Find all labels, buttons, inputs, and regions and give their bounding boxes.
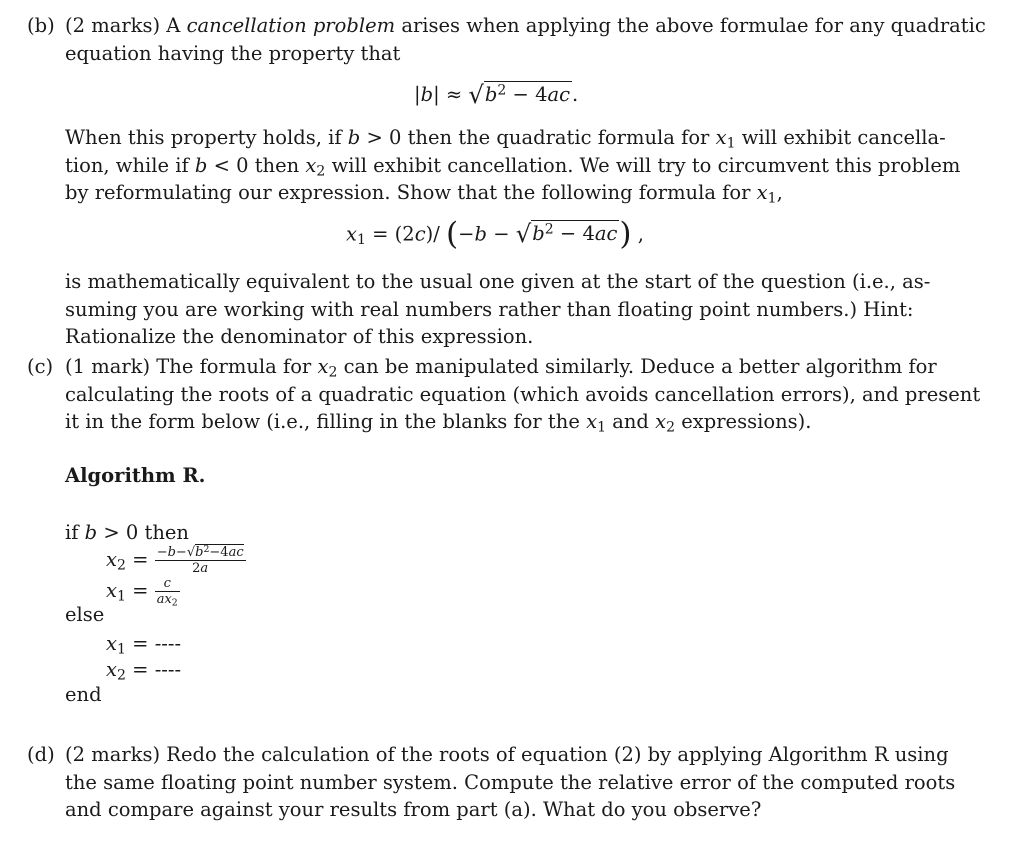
algorithm-x2-formula: $x_2$ = $\frac{-b-√b^2-4ac}{2a}$ [106, 543, 244, 576]
algorithm-else: else [65, 603, 105, 626]
equation-abs-b-approx: $|b| \approx √b^2 - 4ac$ . [414, 80, 579, 109]
algorithm-title: Algorithm R. [65, 464, 206, 487]
equation-x1-reformulated: $x_1 = (2c)/$ $(-b - √b^2 - 4ac)$ , [346, 216, 644, 252]
part-c-text: (1 mark) The formula for $x_2$ can be manipulated similarly. Deduce a better algorithm for calculating the roots of a quadratic equation (which avoids cancellation errors), and present it in the form below (i.e., filling in the blanks for the $x_1$ and $x_2$ expressions). [65, 355, 981, 436]
part-b-line2: equation having the property that [65, 41, 401, 65]
algorithm-x1-blank: $x_1$ = ---- [106, 632, 182, 658]
part-d-text: (2 marks) Redo the calculation of the roots of equation (2) by applying Algorithm R using the same floating point number system. Compute the relative error of the computed roots and compare against your results from part (a). What do you observe? [65, 743, 956, 821]
part-b-label: (b) [27, 14, 55, 37]
part-c-label: (c) [27, 355, 54, 378]
algorithm-x1-formula: $x_1$ = $\frac{c}{ax_2}$ [106, 576, 178, 609]
part-b-paragraph: When this property holds, if b > 0 then the quadratic formula for $x_1$ will exhibit cancella- tion, while if b < 0 then $x_2$ will exhibit cancellation. We will try to circumvent this problem by reformulating our expression. Show that the following formula for $x_1$, [65, 126, 961, 207]
algorithm-if-line: if b > 0 then [65, 521, 189, 544]
algorithm-end: end [65, 683, 102, 706]
part-d-label: (d) [27, 743, 55, 766]
algorithm-x2-blank: $x_2$ = ---- [106, 658, 182, 684]
part-b-intro: (2 marks) A cancellation problem arises when applying the above formulae for any quadratic equation having the property that [65, 12, 935, 67]
part-b-after: is mathematically equivalent to the usual one given at the start of the question (i.e., as- suming you are working with real numbers rather than floating point numbers.) Hint: Rationalize the denominator of this expression. [65, 270, 931, 348]
